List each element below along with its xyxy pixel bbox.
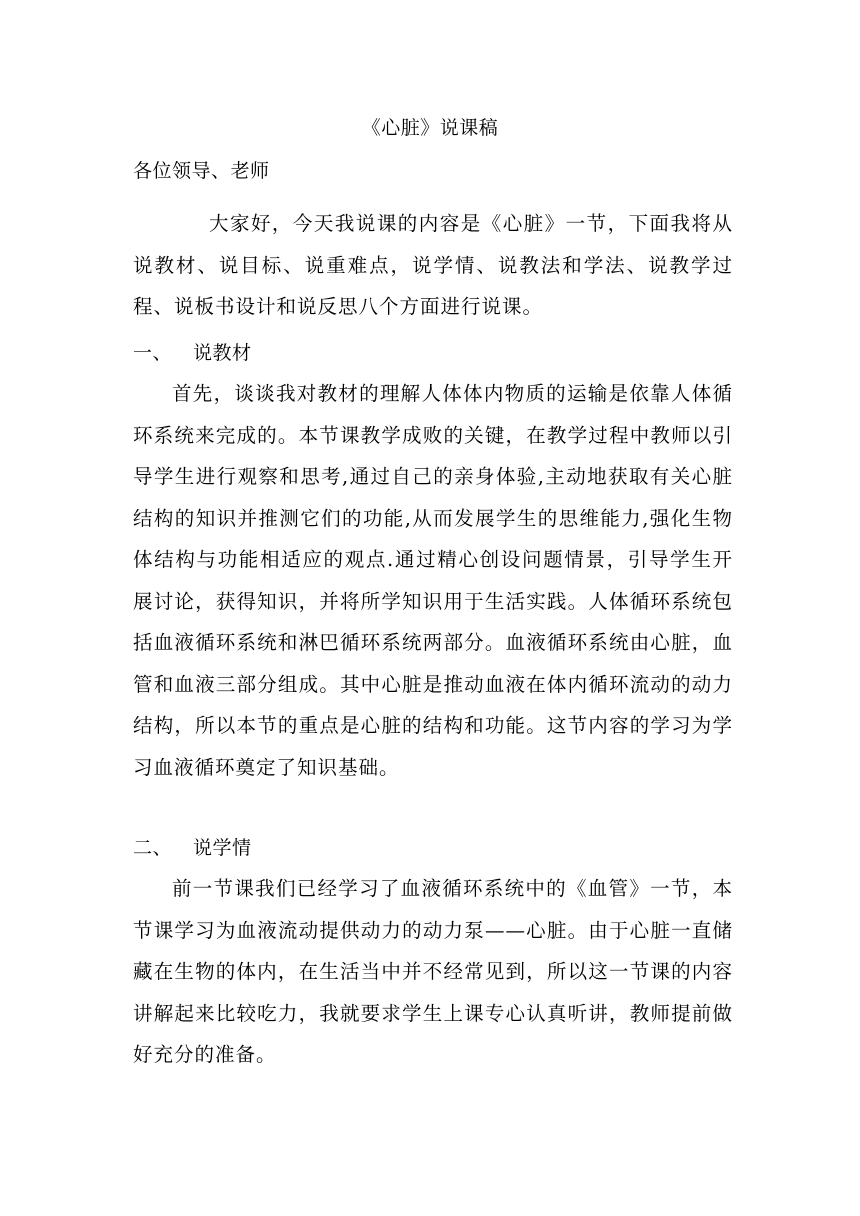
section-heading-text: 说学情 <box>193 837 252 859</box>
section-number: 二、 <box>133 837 173 859</box>
greeting: 各位领导、老师 <box>133 160 270 182</box>
intro-paragraph: 大家好，今天我说课的内容是《心脏》一节，下面我将从说教材、说目标、说重难点，说学情、说教法和学法、说教学过程、说板书设计和说反思八个方面进行说课。 <box>133 212 733 318</box>
document-title: 《心脏》说课稿 <box>361 117 499 139</box>
section-body-textbook: 首先，谈谈我对教材的理解人体体内物质的运输是依靠人体循环系统来完成的。本节课教学成败的关键，在教学过程中教师以引导学生进行观察和思考,通过自己的亲身体验,主动地获取有关心脏结构的知识并推测它们的功能,从而发展学生的思维能力,强化生物体结构与功能相适应的观点.通过精心创设问题情景，引导学生开展讨论，获得知识，并将所学知识用于生活实践。人体循环系统包括血液循环系统和淋巴循环系统两部分。血液循环系统由心脏，血管和血液三部分组成。其中心脏是推动血液在体内循环流动的动力结构，所以本节的重点是心脏的结构和功能。这节内容的学习为学习血液循环奠定了知识基础。 <box>133 382 733 779</box>
section-body-students: 前一节课我们已经学习了血液循环系统中的《血管》一节，本节课学习为血液流动提供动力的动力泵——心脏。由于心脏一直储藏在生物的体内，在生活当中并不经常见到，所以这一节课的内容讲解起来比较吃力，我就要求学生上课专心认真听讲，教师提前做好充分的准备。 <box>133 877 733 1066</box>
section-heading-text: 说教材 <box>193 342 252 364</box>
section-heading-textbook <box>133 339 252 367</box>
section-heading-students <box>133 834 252 862</box>
section-number: 一、 <box>133 342 173 364</box>
